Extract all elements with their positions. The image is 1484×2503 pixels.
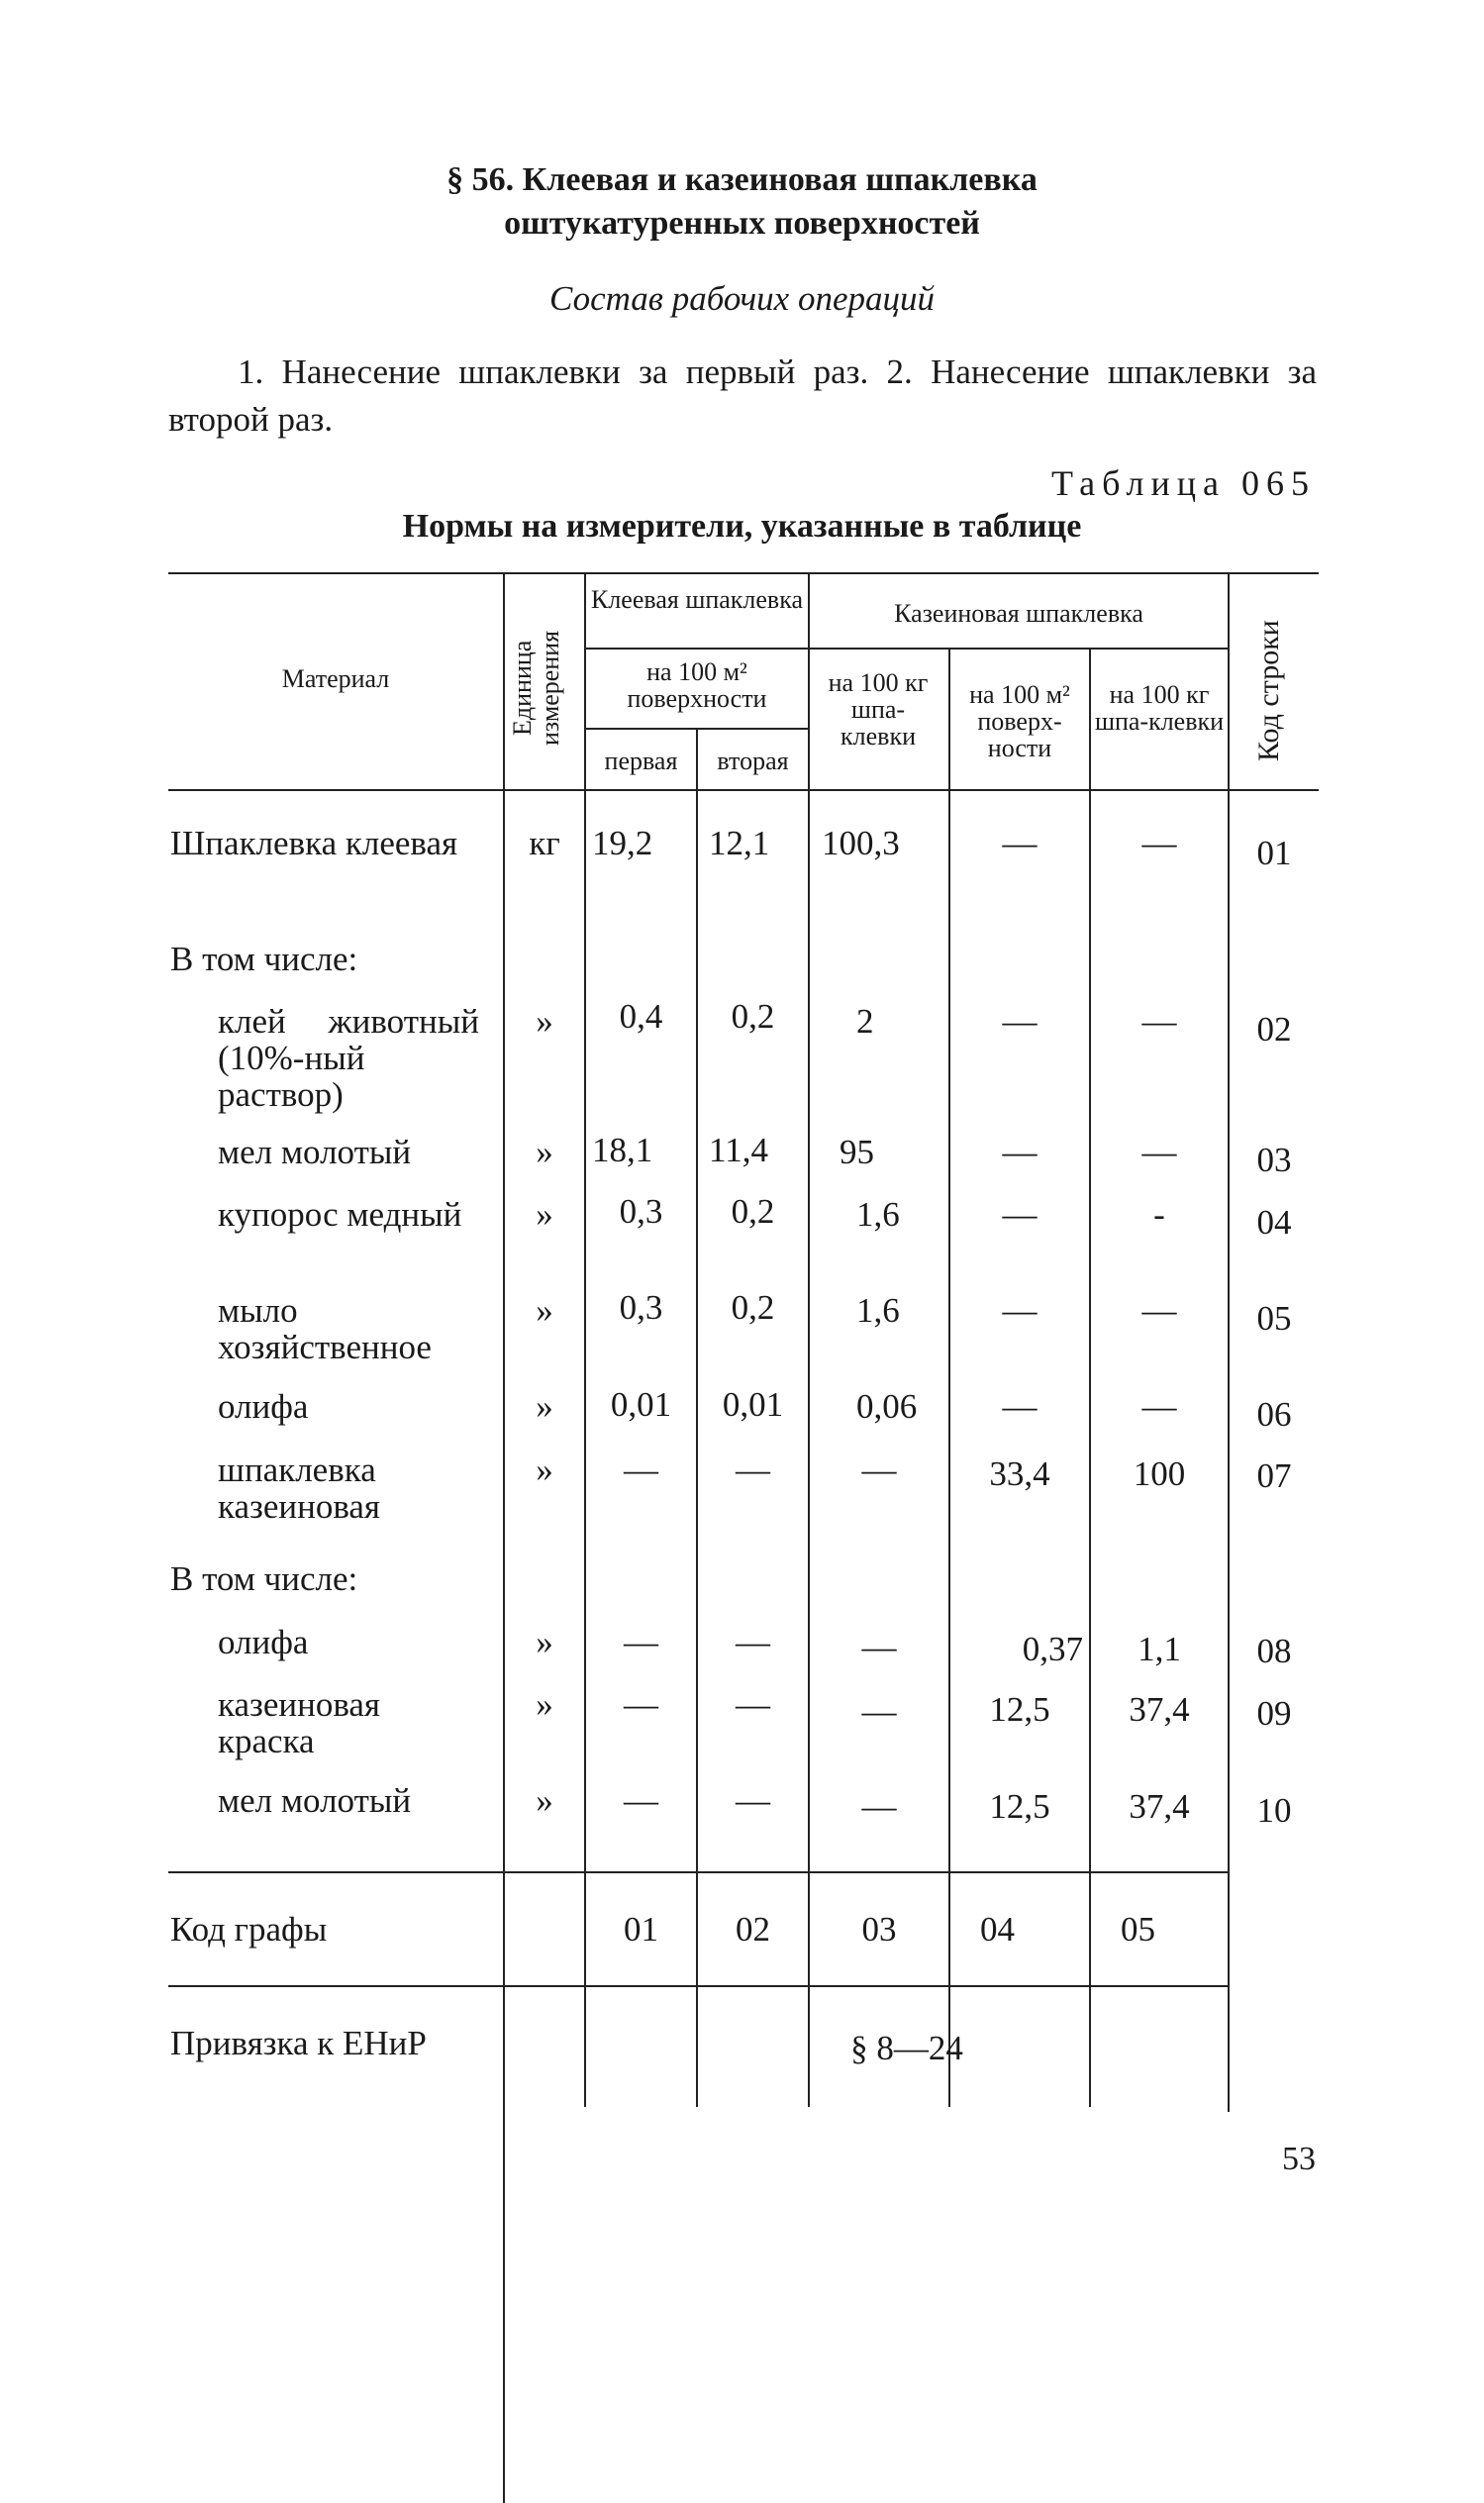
row-05-c1: 0,3 — [619, 1288, 663, 1327]
row-06-c3: 0,06 — [856, 1387, 918, 1426]
row-08-c4: 0,37 — [1022, 1630, 1083, 1668]
column-code-2: 02 — [736, 1910, 770, 1949]
row-09-c3: — — [861, 1692, 897, 1731]
row-06-c5: — — [1141, 1387, 1177, 1426]
row-08-c1: — — [624, 1623, 658, 1661]
row-04-c5: - — [1153, 1195, 1165, 1234]
row-08-code: 08 — [1256, 1632, 1292, 1670]
section-title-line-2: оштукатуренных поверхностей — [504, 205, 980, 242]
col-rule-4 — [808, 572, 810, 2107]
header-bottom-rule — [168, 789, 1319, 791]
row-10-c4: 12,5 — [989, 1787, 1050, 1826]
row-09-c5: 37,4 — [1129, 1690, 1190, 1729]
row-07-c2: — — [736, 1451, 770, 1489]
row-04-unit: » — [536, 1195, 553, 1234]
row-05-code: 05 — [1256, 1299, 1292, 1338]
row-10-c5: 37,4 — [1129, 1787, 1190, 1826]
row-05-c4: — — [1002, 1291, 1038, 1330]
row-01-c2: 12,1 — [709, 824, 770, 862]
column-code-1: 01 — [624, 1910, 658, 1949]
row-05-unit: » — [536, 1291, 553, 1330]
col-rule-7 — [1228, 572, 1230, 2112]
row-06-code: 06 — [1256, 1395, 1292, 1434]
header-casein-per-surface: на 100 м² поверх-ности — [969, 680, 1070, 762]
row-07-c4: 33,4 — [989, 1454, 1050, 1493]
row-01-c3: 100,3 — [822, 824, 900, 862]
footer-top-rule — [168, 1871, 1228, 1873]
row-06-c4: — — [1002, 1387, 1038, 1426]
section-title — [0, 158, 1484, 246]
row-03-c5: — — [1141, 1133, 1177, 1171]
row-10-c2: — — [736, 1781, 770, 1820]
row-05-c2: 0,2 — [731, 1288, 775, 1327]
row-04-material: купорос медный — [218, 1195, 462, 1234]
col-rule-6 — [1089, 648, 1091, 2107]
header-glue-per-surface: на 100 м² поверхности — [627, 657, 767, 713]
row-03-c1: 18,1 — [592, 1131, 653, 1169]
row-04-code: 04 — [1256, 1203, 1292, 1242]
row-04-c4: — — [1002, 1195, 1038, 1234]
row-03-unit: » — [536, 1133, 553, 1171]
row-09-c4: 12,5 — [989, 1690, 1050, 1729]
row-03-code: 03 — [1256, 1141, 1292, 1179]
header-material: Материал — [281, 664, 390, 693]
row-03-c4: — — [1002, 1133, 1038, 1171]
row-10-material: мел молотый — [218, 1781, 412, 1820]
row-01-material: Шпаклевка клеевая — [170, 824, 458, 862]
row-02-code: 02 — [1256, 1010, 1292, 1049]
row-08-material: олифа — [218, 1623, 309, 1661]
row-08-c2: — — [736, 1623, 770, 1661]
row-02-c4: — — [1002, 1002, 1038, 1041]
row-09-unit: » — [536, 1685, 553, 1724]
row-02-c2: 0,2 — [731, 997, 775, 1036]
page-number: 53 — [1282, 2141, 1316, 2177]
row-08-c3: — — [861, 1628, 897, 1666]
enir-value: § 8—24 — [850, 2029, 963, 2067]
subheading: Состав рабочих операций — [548, 279, 936, 318]
row-10-unit: » — [536, 1781, 553, 1820]
row-06-unit: » — [536, 1387, 553, 1426]
paragraph: 1. Нанесение шпаклевки за первый раз. 2. Нанесение шпаклевки за второй раз. — [168, 352, 1317, 439]
row-04-c1: 0,3 — [619, 1192, 663, 1231]
row-09-code: 09 — [1256, 1694, 1292, 1733]
row-02-material: клей животный (10%-ный раствор) — [218, 1002, 479, 1114]
row-09-material: казеиновая краска — [218, 1685, 381, 1760]
row-01-c1: 19,2 — [592, 824, 653, 862]
row-05-material: мыло хозяйственное — [218, 1291, 432, 1366]
row-07-c3: — — [861, 1451, 897, 1489]
row-03-c2: 11,4 — [709, 1131, 768, 1169]
row-02-c3: 2 — [856, 1002, 874, 1041]
row-10-c1: — — [624, 1781, 658, 1820]
row-07-unit: » — [536, 1451, 553, 1489]
row-09-c1: — — [624, 1685, 658, 1724]
header-group-rule — [584, 648, 1228, 650]
header-casein-per-kg: на 100 кг шпа-клевки — [1094, 680, 1225, 736]
row-01-c4: — — [1002, 824, 1038, 862]
table-top-rule — [168, 572, 1319, 574]
row-10-c3: — — [861, 1787, 897, 1826]
group-label-1: В том числе: — [170, 940, 358, 978]
row-03-material: мел молотый — [218, 1133, 412, 1171]
row-06-material: олифа — [218, 1387, 309, 1426]
row-07-c5: 100 — [1133, 1454, 1186, 1493]
column-code-3: 03 — [861, 1910, 897, 1949]
row-08-unit: » — [536, 1623, 553, 1661]
row-05-c3: 1,6 — [856, 1291, 900, 1330]
header-glue-per-kg: на 100 кг шпа-клевки — [828, 668, 929, 751]
row-07-material: шпаклевка казеиновая — [218, 1451, 381, 1526]
row-05-c5: — — [1141, 1291, 1177, 1330]
col-rule-5 — [948, 648, 950, 2107]
table-title: Нормы на измерители, указанные в таблице — [402, 508, 1082, 545]
row-09-c2: — — [736, 1685, 770, 1724]
row-02-unit: » — [536, 1002, 553, 1041]
row-01-unit: кг — [529, 824, 560, 862]
row-01-code: 01 — [1256, 834, 1292, 872]
enir-label: Привязка к ЕНиР — [170, 2024, 427, 2062]
row-08-c5: 1,1 — [1138, 1630, 1181, 1668]
section-title-line-1: § 56. Клеевая и казеиновая шпаклевка — [446, 161, 1038, 198]
row-04-c3: 1,6 — [856, 1195, 900, 1234]
row-06-c1: 0,01 — [610, 1385, 672, 1424]
header-second: вторая — [717, 747, 789, 775]
row-02-c1: 0,4 — [619, 997, 663, 1036]
header-casein-group: Казеиновая шпаклевка — [894, 599, 1143, 628]
row-01-c5: — — [1141, 824, 1177, 862]
header-unit: Единица измерения — [508, 630, 564, 747]
header-glue-group: Клеевая шпаклевка — [590, 585, 803, 614]
row-10-code: 10 — [1256, 1791, 1292, 1830]
column-code-label: Код графы — [170, 1910, 328, 1949]
row-03-c3: 95 — [840, 1133, 874, 1171]
footer-middle-rule — [168, 1985, 1228, 1987]
header-first: первая — [604, 747, 678, 775]
column-code-4: 04 — [980, 1910, 1015, 1949]
row-02-c5: — — [1141, 1002, 1177, 1041]
row-06-c2: 0,01 — [722, 1385, 784, 1424]
group-label-2: В том числе: — [170, 1559, 358, 1598]
row-07-c1: — — [624, 1451, 658, 1489]
header-row-code: Код строки — [1252, 620, 1285, 761]
col-rule-2 — [584, 572, 586, 2107]
table-label: Таблица 065 — [1051, 463, 1316, 503]
row-04-c2: 0,2 — [731, 1192, 775, 1231]
row-07-code: 07 — [1256, 1456, 1292, 1495]
col-rule-1 — [503, 572, 505, 2503]
column-code-5: 05 — [1121, 1910, 1155, 1949]
